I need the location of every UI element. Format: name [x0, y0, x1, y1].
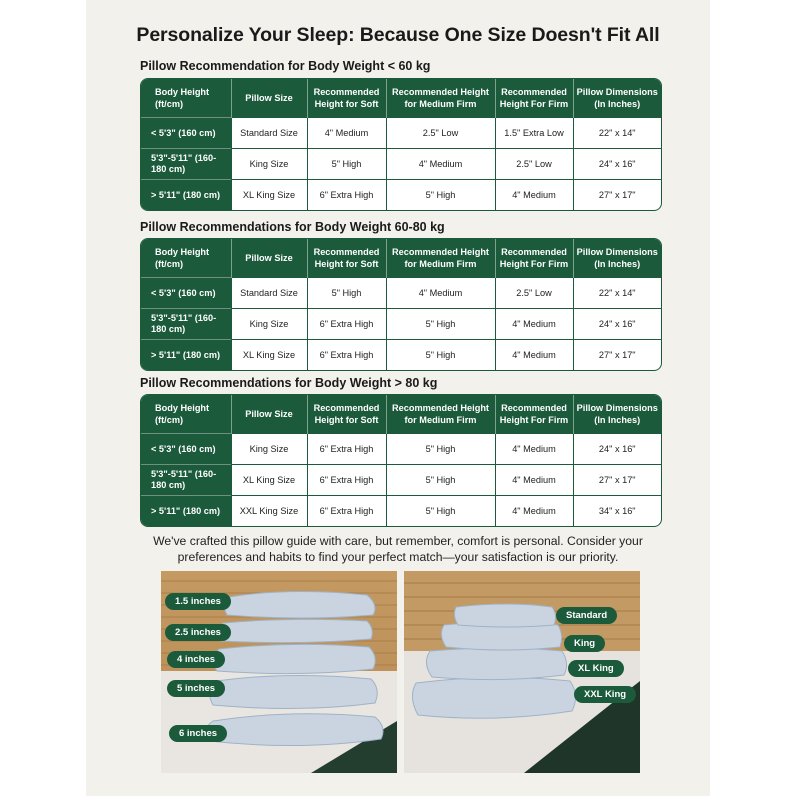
- cell-medium-firm: 5" High: [386, 434, 495, 465]
- table-row: [141, 149, 661, 180]
- cell-dimensions: 24" x 16": [573, 149, 661, 180]
- header-height-firm: Recommended Height For Firm: [495, 79, 573, 118]
- cell-soft: 6" Extra High: [307, 496, 386, 527]
- row-body-height: 5'3"-5'11" (160-180 cm): [141, 309, 231, 340]
- height-tag: 4 inches: [167, 651, 225, 668]
- table-header-row: [141, 395, 661, 434]
- cell-medium-firm: 4" Medium: [386, 278, 495, 309]
- cell-dimensions: 24" x 16": [573, 309, 661, 340]
- table-under-60: [140, 78, 662, 211]
- cell-pillow-size: Standard Size: [231, 118, 307, 149]
- cell-dimensions: 34" x 16": [573, 496, 661, 527]
- size-tag: XL King: [568, 660, 624, 677]
- cell-pillow-size: King Size: [231, 149, 307, 180]
- cell-pillow-size: King Size: [231, 434, 307, 465]
- cell-firm: 4" Medium: [495, 434, 573, 465]
- table-row: [141, 180, 661, 211]
- header-body-height: Body Height (ft/cm): [141, 239, 231, 278]
- section-title-under-60: Pillow Recommendation for Body Weight < 60 kg: [140, 59, 431, 73]
- table-row: [141, 309, 661, 340]
- cell-firm: 1.5" Extra Low: [495, 118, 573, 149]
- height-tag: 1.5 inches: [165, 593, 231, 610]
- cell-soft: 5" High: [307, 149, 386, 180]
- table-over-80: [140, 394, 662, 527]
- photo-pillow-sizes: [404, 571, 640, 773]
- header-height-soft: Recommended Height for Soft: [307, 79, 386, 118]
- cell-medium-firm: 5" High: [386, 465, 495, 496]
- cell-soft: 5" High: [307, 278, 386, 309]
- row-body-height: < 5'3" (160 cm): [141, 278, 231, 309]
- table-row: [141, 434, 661, 465]
- cell-soft: 6" Extra High: [307, 340, 386, 371]
- size-tag: XXL King: [574, 686, 636, 703]
- size-tag: Standard: [556, 607, 617, 624]
- table-row: [141, 340, 661, 371]
- cell-dimensions: 24" x 16": [573, 434, 661, 465]
- cell-pillow-size: XL King Size: [231, 180, 307, 211]
- header-height-firm: Recommended Height For Firm: [495, 395, 573, 434]
- cell-medium-firm: 4" Medium: [386, 149, 495, 180]
- header-height-medium-firm: Recommended Height for Medium Firm: [386, 395, 495, 434]
- cell-medium-firm: 5" High: [386, 309, 495, 340]
- row-body-height: > 5'11" (180 cm): [141, 340, 231, 371]
- photo-pillow-heights: [161, 571, 397, 773]
- cell-pillow-size: King Size: [231, 309, 307, 340]
- cell-pillow-size: XL King Size: [231, 465, 307, 496]
- page: [86, 0, 710, 796]
- cell-firm: 4" Medium: [495, 496, 573, 527]
- table-header-row: [141, 79, 661, 118]
- row-body-height: > 5'11" (180 cm): [141, 496, 231, 527]
- table-row: [141, 118, 661, 149]
- cell-firm: 2.5" Low: [495, 149, 573, 180]
- table-row: [141, 465, 661, 496]
- table-row: [141, 278, 661, 309]
- section-title-60-80: Pillow Recommendations for Body Weight 60-80 kg: [140, 220, 445, 234]
- header-pillow-dimensions: Pillow Dimensions (In Inches): [573, 395, 661, 434]
- header-body-height: Body Height (ft/cm): [141, 79, 231, 118]
- header-pillow-size: Pillow Size: [231, 395, 307, 434]
- row-body-height: 5'3"-5'11" (160-180 cm): [141, 465, 231, 496]
- cell-firm: 2.5" Low: [495, 278, 573, 309]
- header-pillow-dimensions: Pillow Dimensions (In Inches): [573, 79, 661, 118]
- cell-soft: 4" Medium: [307, 118, 386, 149]
- table-header-row: [141, 239, 661, 278]
- header-body-height: Body Height (ft/cm): [141, 395, 231, 434]
- cell-dimensions: 22" x 14": [573, 278, 661, 309]
- table-row: [141, 496, 661, 527]
- cell-medium-firm: 5" High: [386, 180, 495, 211]
- row-body-height: 5'3"-5'11" (160-180 cm): [141, 149, 231, 180]
- guide-note: We've crafted this pillow guide with care, but remember, comfort is personal. Consider your preferences and habits to find your perfect match—your satisfaction is our priority.: [153, 534, 643, 564]
- page-title: Personalize Your Sleep: Because One Size Doesn't Fit All: [136, 24, 660, 46]
- header-pillow-dimensions: Pillow Dimensions (In Inches): [573, 239, 661, 278]
- cell-dimensions: 27" x 17": [573, 465, 661, 496]
- cell-dimensions: 27" x 17": [573, 340, 661, 371]
- header-pillow-size: Pillow Size: [231, 239, 307, 278]
- cell-soft: 6" Extra High: [307, 180, 386, 211]
- cell-soft: 6" Extra High: [307, 465, 386, 496]
- cell-firm: 4" Medium: [495, 309, 573, 340]
- header-height-firm: Recommended Height For Firm: [495, 239, 573, 278]
- header-height-medium-firm: Recommended Height for Medium Firm: [386, 239, 495, 278]
- cell-firm: 4" Medium: [495, 340, 573, 371]
- cell-medium-firm: 2.5" Low: [386, 118, 495, 149]
- height-tag: 6 inches: [169, 725, 227, 742]
- header-height-soft: Recommended Height for Soft: [307, 239, 386, 278]
- section-title-over-80: Pillow Recommendations for Body Weight > 80 kg: [140, 376, 438, 390]
- cell-medium-firm: 5" High: [386, 496, 495, 527]
- cell-soft: 6" Extra High: [307, 309, 386, 340]
- cell-medium-firm: 5" High: [386, 340, 495, 371]
- cell-dimensions: 27" x 17": [573, 180, 661, 211]
- cell-pillow-size: XL King Size: [231, 340, 307, 371]
- height-tag: 5 inches: [167, 680, 225, 697]
- header-height-soft: Recommended Height for Soft: [307, 395, 386, 434]
- cell-firm: 4" Medium: [495, 180, 573, 211]
- cell-dimensions: 22" x 14": [573, 118, 661, 149]
- row-body-height: > 5'11" (180 cm): [141, 180, 231, 211]
- row-body-height: < 5'3" (160 cm): [141, 434, 231, 465]
- size-tag: King: [564, 635, 605, 652]
- cell-firm: 4" Medium: [495, 465, 573, 496]
- cell-pillow-size: XXL King Size: [231, 496, 307, 527]
- row-body-height: < 5'3" (160 cm): [141, 118, 231, 149]
- height-tag: 2.5 inches: [165, 624, 231, 641]
- cell-pillow-size: Standard Size: [231, 278, 307, 309]
- table-60-80: [140, 238, 662, 371]
- header-height-medium-firm: Recommended Height for Medium Firm: [386, 79, 495, 118]
- header-pillow-size: Pillow Size: [231, 79, 307, 118]
- cell-soft: 6" Extra High: [307, 434, 386, 465]
